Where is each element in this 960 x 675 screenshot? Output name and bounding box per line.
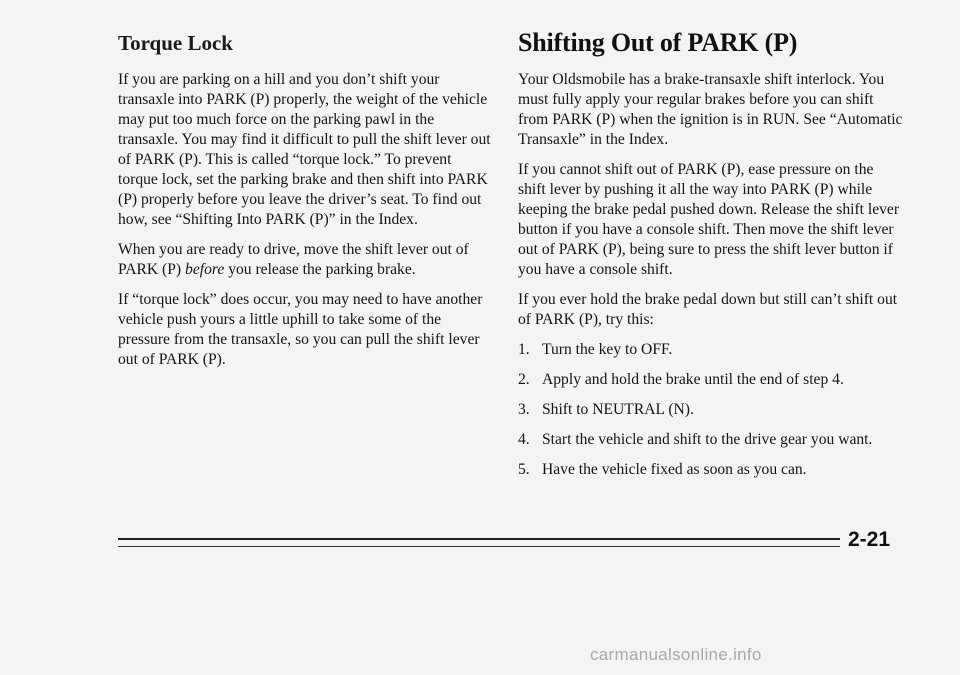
step-text: Start the vehicle and shift to the drive gear you want. [542,431,873,448]
step-text: Have the vehicle fixed as soon as you can. [542,461,807,478]
list-item [518,340,904,360]
ready-text-before: When you are ready to drive, move the shift lever out of PARK (P) [118,241,469,278]
list-item [518,370,904,390]
watermark-text: carmanualsonline.info [590,645,762,664]
interlock-paragraph: Your Oldsmobile has a brake-transaxle shift interlock. You must fully apply your regular brakes before you can shift from PARK (P) when the ignition is in RUN. See “Automatic Transaxle” in the Index. [518,71,903,148]
list-item [518,400,904,420]
step-number: 5. [518,461,530,478]
page-number: 2-21 [848,528,891,551]
list-item [518,460,904,480]
left-column [118,28,494,380]
cannot-shift-paragraph: If you cannot shift out of PARK (P), ease pressure on the shift lever by pushing it all the way into PARK (P) while keeping the brake pedal pushed down. Release the shift lever button if you have a console shift. Then move the shift lever out of PARK (P), being sure to press the shift lever button if you have a console shift. [518,161,900,278]
ready-text-after: you release the parking brake. [224,261,416,278]
step-number: 3. [518,401,530,418]
list-item [518,430,904,450]
step-number: 4. [518,431,530,448]
step-text: Apply and hold the brake until the end of step 4. [542,371,844,388]
steps-list [518,340,904,480]
torque-lock-heading: Torque Lock [118,31,233,55]
right-column [518,28,904,490]
torque-lock-paragraph: If you are parking on a hill and you don’t shift your transaxle into PARK (P) properly, the weight of the vehicle may put too much force on the parking pawl in the transaxle. You may find it difficult to pull the shift lever out of PARK (P). This is called “torque lock.” To prevent torque lock, set the parking brake and then shift into PARK (P) properly before you leave the driver’s seat. To find out how, see “Shifting Into PARK (P)” in the Index. [118,71,491,228]
torque-lock-occurs-paragraph: If “torque lock” does occur, you may need to have another vehicle push yours a little uphill to take some of the pressure from the transaxle, so you can pull the shift lever out of PARK (P). [118,291,483,368]
ready-to-drive-paragraph [118,240,494,280]
step-number: 2. [518,371,530,388]
footer-rule-top [118,538,840,540]
ready-text-emphasis: before [185,261,225,278]
step-text: Shift to NEUTRAL (N). [542,401,694,418]
step-text: Turn the key to OFF. [542,341,673,358]
footer-rule-bottom [118,546,840,547]
try-this-paragraph: If you ever hold the brake pedal down but still can’t shift out of PARK (P), try this: [518,291,898,328]
shifting-out-of-park-heading: Shifting Out of PARK (P) [518,28,798,57]
step-number: 1. [518,341,530,358]
